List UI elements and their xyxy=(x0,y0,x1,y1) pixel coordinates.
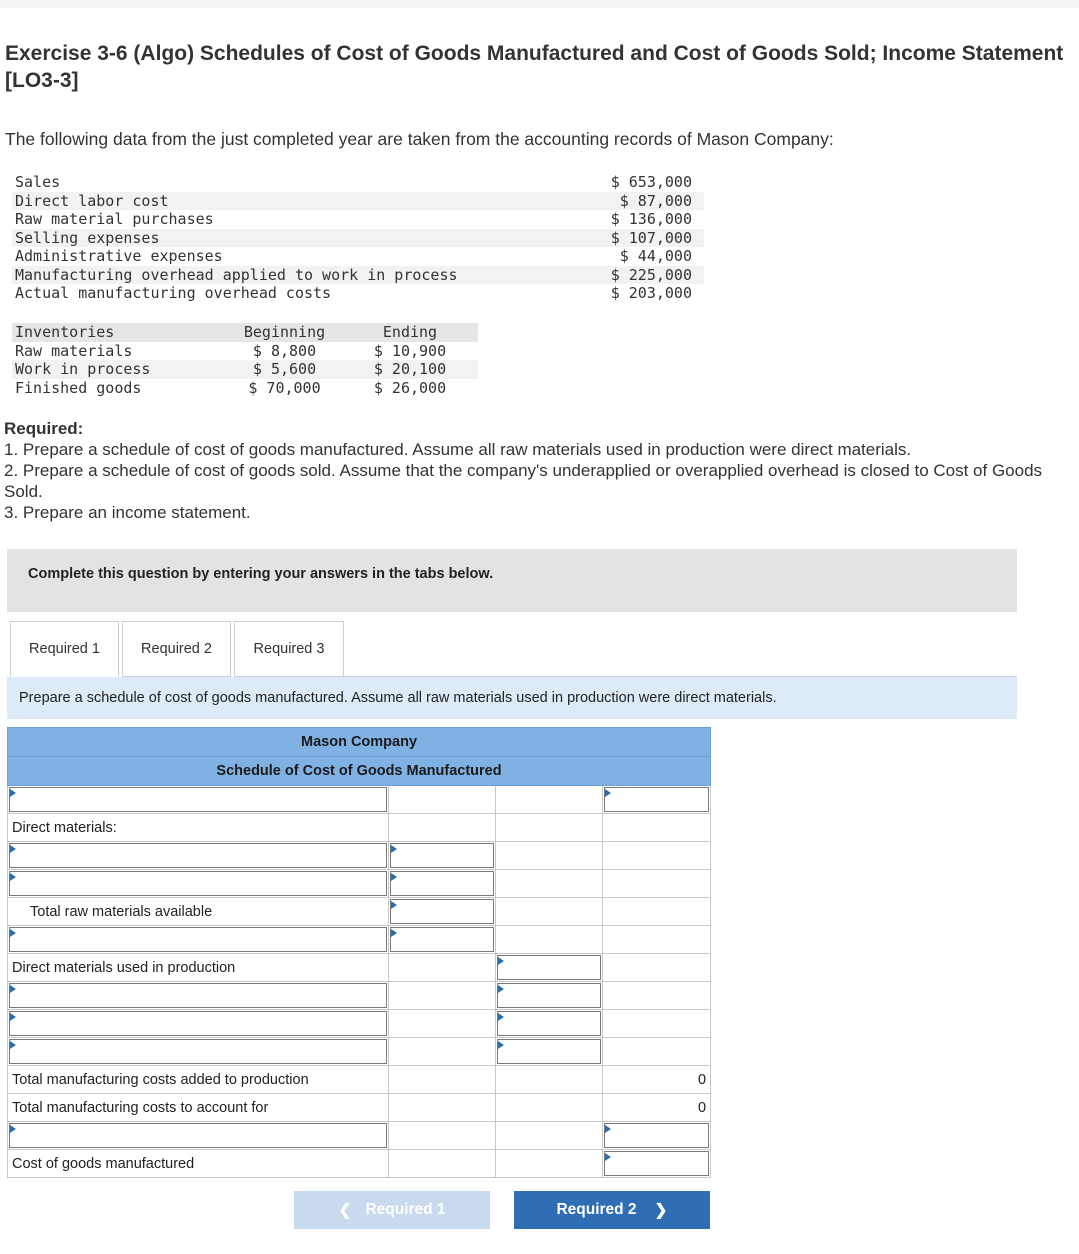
amount-input[interactable] xyxy=(497,1039,601,1064)
data-row xyxy=(12,247,704,266)
data-row xyxy=(12,284,704,303)
data-label: Raw material purchases xyxy=(15,210,214,228)
amount-input[interactable] xyxy=(390,927,494,952)
table-row xyxy=(8,786,711,814)
inventory-ending: $ 10,900 xyxy=(373,341,447,360)
data-label: Selling expenses xyxy=(15,228,160,247)
required-item-1: 1. Prepare a schedule of cost of goods manufactured. Assume all raw materials used in production were direct materials. xyxy=(4,440,912,459)
data-label: Administrative expenses xyxy=(15,247,223,265)
data-label: Actual manufacturing overhead costs xyxy=(15,284,332,302)
inventory-beginning: $ 70,000 xyxy=(248,378,321,397)
schedule-table xyxy=(7,727,711,1178)
inventory-ending: $ 26,000 xyxy=(373,378,447,397)
amount-input[interactable] xyxy=(604,1123,709,1148)
inventory-header-row xyxy=(12,323,478,342)
instruction-text: Prepare a schedule of cost of goods manufactured. Assume all raw materials used in production were direct materials. xyxy=(19,690,777,706)
intro-text: The following data from the just completed year are taken from the accounting records of Mason Company: xyxy=(5,129,834,149)
instructions-banner xyxy=(7,549,1017,612)
inventory-header: Beginning xyxy=(243,323,326,341)
inventory-name: Raw materials xyxy=(15,341,133,360)
required-item-2: 2. Prepare a schedule of cost of goods sold. Assume that the company's underapplied or overapplied overhead is closed to Cost of Goods Sold. xyxy=(4,461,1043,501)
label-input[interactable] xyxy=(9,843,387,868)
table-row xyxy=(8,926,711,954)
table-row xyxy=(8,842,711,870)
table-row xyxy=(8,898,711,926)
label-input[interactable] xyxy=(9,1123,387,1148)
data-label: Direct labor cost xyxy=(15,191,169,210)
inventory-header: Inventories xyxy=(15,323,115,341)
inventory-name: Finished goods xyxy=(15,378,142,397)
required-item-3: 3. Prepare an income statement. xyxy=(4,503,251,522)
data-row xyxy=(12,266,704,285)
label-input[interactable] xyxy=(9,871,387,896)
table-row xyxy=(8,1038,711,1066)
inventory-name: Work in process xyxy=(15,360,151,378)
data-amount: $ 653,000 xyxy=(610,173,692,191)
table-row xyxy=(8,1066,711,1094)
total-added-label: Total manufacturing costs added to production xyxy=(8,1066,389,1094)
label-input-cell[interactable] xyxy=(8,786,389,814)
complete-text: Complete this question by entering your answers in the tabs below. xyxy=(28,566,494,582)
chevron-left-icon: ❮ xyxy=(338,1201,352,1219)
label-input[interactable] xyxy=(9,1039,387,1064)
amount-input-cell[interactable] xyxy=(603,786,711,814)
dm-used-label: Direct materials used in production xyxy=(8,954,389,982)
schedule-title: Schedule of Cost of Goods Manufactured xyxy=(8,757,711,786)
tab-instruction xyxy=(7,677,1017,719)
data-amount: $ 87,000 xyxy=(619,191,692,210)
tab-required-3[interactable]: Required 3 xyxy=(234,621,344,677)
table-row xyxy=(8,870,711,898)
amount-input[interactable] xyxy=(604,787,709,812)
table-row xyxy=(8,1122,711,1150)
data-table xyxy=(12,173,704,303)
data-row xyxy=(12,229,704,248)
data-row xyxy=(12,192,704,211)
total-raw-materials-label: Total raw materials available xyxy=(8,898,389,926)
prev-button-label: Required 1 xyxy=(365,1201,446,1218)
chevron-right-icon: ❯ xyxy=(654,1201,668,1219)
amount-input[interactable] xyxy=(497,1011,601,1036)
label-input[interactable] xyxy=(9,787,387,812)
inventory-row xyxy=(12,379,478,398)
required-section xyxy=(4,418,1064,523)
amount-input[interactable] xyxy=(604,1151,709,1176)
amount-input[interactable] xyxy=(497,955,601,980)
table-row xyxy=(8,814,711,842)
data-row xyxy=(12,210,704,229)
inventory-beginning: $ 8,800 xyxy=(252,341,317,360)
total-added-value: 0 xyxy=(603,1066,711,1094)
table-row xyxy=(8,1094,711,1122)
required-heading: Required: xyxy=(4,419,84,438)
direct-materials-label: Direct materials: xyxy=(8,814,389,842)
table-row xyxy=(8,982,711,1010)
data-amount: $ 225,000 xyxy=(610,265,692,284)
exercise-title: Exercise 3-6 (Algo) Schedules of Cost of Goods Manufactured and Cost of Goods Sold; Income Statement [LO3-3] xyxy=(5,42,1064,92)
inventory-header: Ending xyxy=(382,323,438,341)
inventory-beginning: $ 5,600 xyxy=(252,360,317,378)
data-amount: $ 203,000 xyxy=(610,284,692,302)
amount-input[interactable] xyxy=(390,899,494,924)
data-label: Manufacturing overhead applied to work in process xyxy=(15,265,458,284)
label-input[interactable] xyxy=(9,983,387,1008)
data-amount: $ 136,000 xyxy=(610,210,692,228)
prev-button[interactable] xyxy=(294,1191,490,1229)
label-input[interactable] xyxy=(9,1011,387,1036)
amount-input[interactable] xyxy=(497,983,601,1008)
inventory-ending: $ 20,100 xyxy=(373,360,447,378)
table-row xyxy=(8,954,711,982)
data-row xyxy=(12,173,704,192)
data-label: Sales xyxy=(15,173,61,191)
table-row xyxy=(8,1010,711,1038)
inventory-row xyxy=(12,342,478,361)
tab-required-1[interactable]: Required 1 xyxy=(10,621,119,677)
next-button[interactable] xyxy=(514,1191,710,1229)
data-amount: $ 107,000 xyxy=(610,228,692,247)
data-amount: $ 44,000 xyxy=(619,247,692,265)
amount-input[interactable] xyxy=(390,871,494,896)
inventory-table xyxy=(12,323,478,397)
total-account-label: Total manufacturing costs to account for xyxy=(8,1094,389,1122)
company-name: Mason Company xyxy=(8,728,711,757)
label-input[interactable] xyxy=(9,927,387,952)
tab-required-2[interactable]: Required 2 xyxy=(122,621,231,677)
cogm-label: Cost of goods manufactured xyxy=(8,1150,389,1178)
total-account-value: 0 xyxy=(603,1094,711,1122)
inventory-row xyxy=(12,360,478,379)
top-divider xyxy=(0,0,1079,8)
next-button-label: Required 2 xyxy=(556,1201,637,1218)
amount-input[interactable] xyxy=(390,843,494,868)
table-row xyxy=(8,1150,711,1178)
